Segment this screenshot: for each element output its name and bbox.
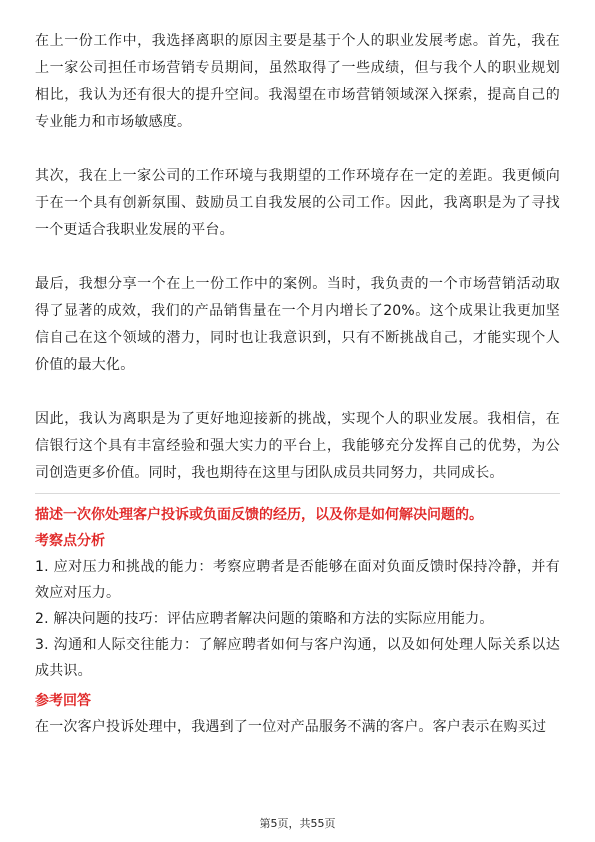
paragraph-spacer: [35, 244, 560, 271]
answer-text: 在一次客户投诉处理中，我遇到了一位对产品服务不满的客户。客户表示在购买过: [35, 719, 547, 735]
analysis-item-3: 3. 沟通和人际交往能力：了解应聘者如何与客户沟通，以及如何处理人际关系以达成共识。: [35, 637, 560, 679]
analysis-item-1: 1. 应对压力和挑战的能力：考察应聘者是否能够在面对负面反馈时保持冷静，并有效应对压力。: [35, 559, 560, 601]
body-paragraph-4: 因此，我认为离职是为了更好地迎接新的挑战，实现个人的职业发展。我相信，在信银行这个具有丰富经验和强大实力的平台上，我能够充分发挥自己的优势，为公司创造更多价值。同时，我也期待在这里与团队成员共同努力，共同成长。: [35, 411, 560, 481]
body-paragraph-1: 在上一份工作中，我选择离职的原因主要是基于个人的职业发展考虑。首先，我在上一家公司担任市场营销专员期间，虽然取得了一些成绩，但与我个人的职业规划相比，我认为还有很大的提升空间。我渴望在市场营销领域深入探索，提高自己的专业能力和市场敏感度。: [35, 33, 560, 130]
document-page: [35, 28, 560, 740]
analysis-item-2: 2. 解决问题的技巧：评估应聘者解决问题的策略和方法的实际应用能力。: [35, 611, 494, 627]
section-divider: [35, 493, 560, 494]
analysis-heading: 考察点分析: [35, 533, 105, 549]
answer-heading: 参考回答: [35, 693, 91, 709]
paragraph-spacer: [35, 379, 560, 406]
interview-question: 描述一次你处理客户投诉或负面反馈的经历，以及你是如何解决问题的。: [35, 507, 483, 523]
paragraph-spacer: [35, 136, 560, 163]
page-footer: 第5页，共55页: [259, 817, 336, 830]
body-paragraph-2: 其次，我在上一家公司的工作环境与我期望的工作环境存在一定的差距。我更倾向于在一个具有创新氛围、鼓励员工自我发展的公司工作。因此，我离职是为了寻找一个更适合我职业发展的平台。: [35, 168, 560, 238]
body-paragraph-3: 最后，我想分享一个在上一份工作中的案例。当时，我负责的一个市场营销活动取得了显著的成效，我们的产品销售量在一个月内增长了20%。这个成果让我更加坚信自己在这个领域的潜力，同时也让我意识到，只有不断挑战自己，才能实现个人价值的最大化。: [35, 276, 560, 373]
